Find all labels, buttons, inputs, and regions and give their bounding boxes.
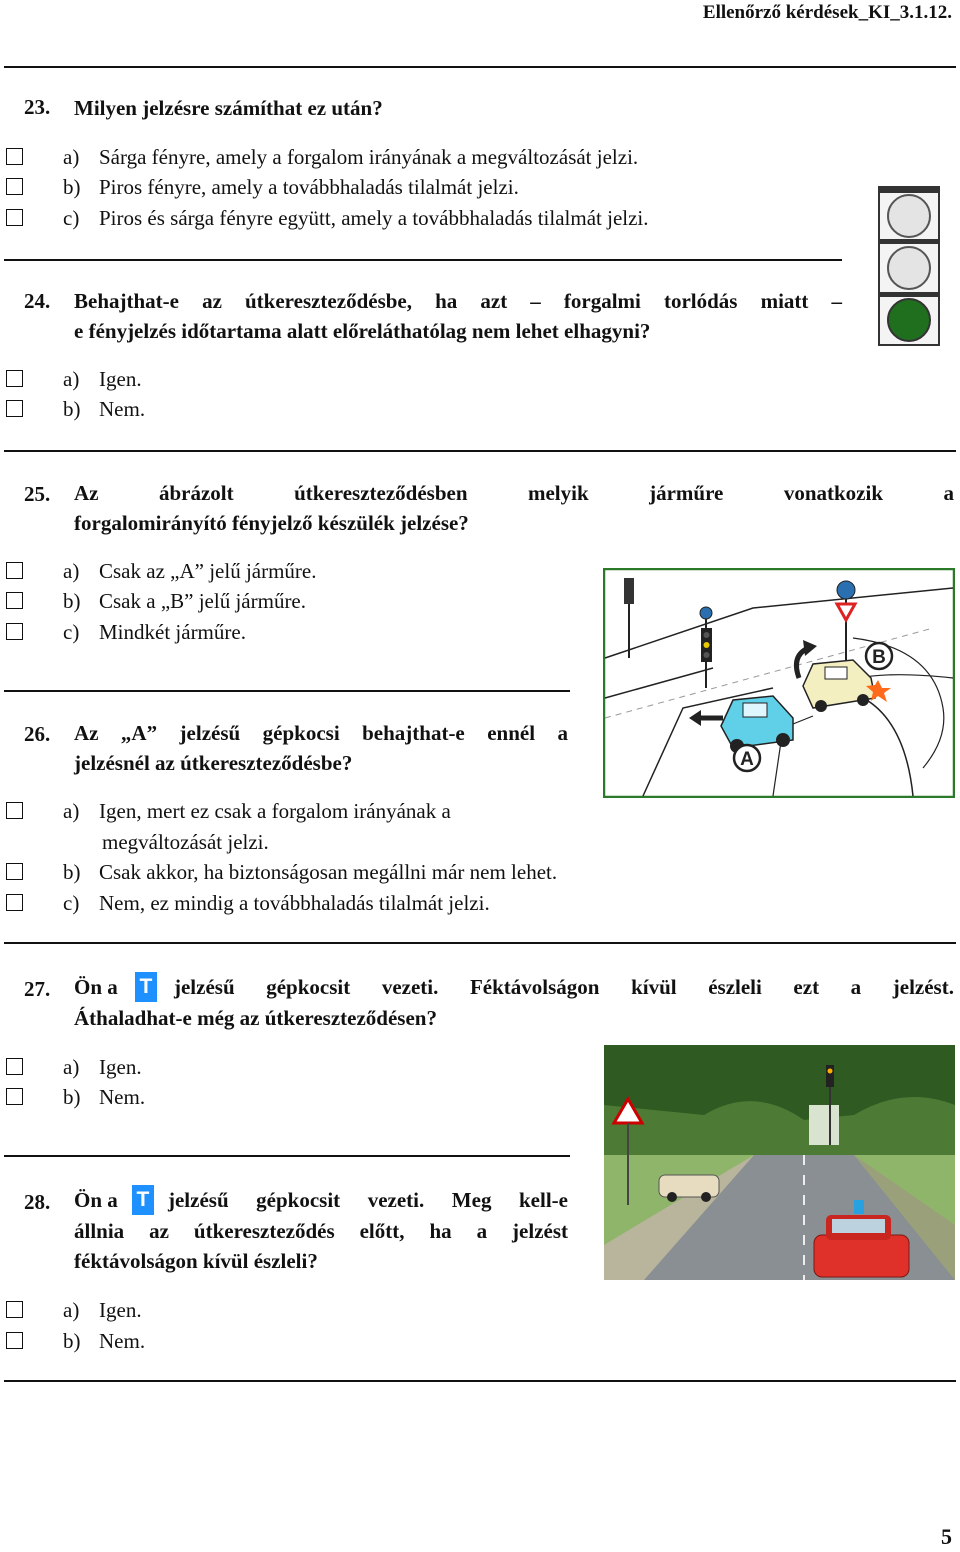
q27-question-line1: Ön a T jelzésű gépkocsit vezeti. Féktávolságon kívül észleli ezt a jelzést. [74, 972, 954, 1002]
q23-option-b[interactable]: b) Piros fényre, amely a továbbhaladás tilalmát jelzi. [6, 174, 519, 200]
checkbox[interactable] [6, 562, 23, 579]
q25-question-line2: forgalomirányító fényjelző készülék jelzése? [74, 511, 469, 535]
q28-option-b[interactable]: b) Nem. [6, 1328, 145, 1354]
q27-option-a[interactable]: a) Igen. [6, 1054, 142, 1080]
checkbox[interactable] [6, 1088, 23, 1105]
document-header: Ellenőrző kérdések_KI_3.1.12. [702, 2, 952, 23]
q24-option-a[interactable]: a) Igen. [6, 366, 142, 392]
q28-question-line1: Ön a T jelzésű gépkocsit vezeti. Meg kell-e [74, 1185, 568, 1215]
q27-divider [4, 1155, 570, 1157]
q24-number: 24. [24, 289, 51, 313]
checkbox[interactable] [6, 592, 23, 609]
q26-question-line1: Az „A” jelzésű gépkocsi behajthat-e ennél a [74, 721, 568, 745]
q25-question-line1: Az ábrázolt útkereszteződésben melyik járműre vonatkozik a [74, 481, 954, 505]
q24-divider [4, 450, 956, 452]
q27-option-b[interactable]: b) Nem. [6, 1084, 145, 1110]
q26-question-line2: jelzésnél az útkereszteződésbe? [74, 751, 353, 775]
checkbox[interactable] [6, 894, 23, 911]
q24-option-b[interactable]: b) Nem. [6, 396, 145, 422]
q28-number: 28. [24, 1190, 51, 1214]
traffic-light-green-image [878, 186, 940, 346]
q25-divider [4, 690, 570, 692]
q23-option-c[interactable]: c) Piros és sárga fényre együtt, amely a továbbhaladás tilalmát jelzi. [6, 205, 649, 231]
q28-divider [4, 1380, 956, 1382]
checkbox[interactable] [6, 178, 23, 195]
q28-question-line2: állnia az útkereszteződés előtt, ha a jelzést [74, 1219, 568, 1243]
q25-option-b[interactable]: b) Csak a „B” jelű járműre. [6, 588, 306, 614]
q26-option-a[interactable]: a) Igen, mert ez csak a forgalom irányának a [6, 798, 451, 824]
q26-option-a-continuation: megváltozását jelzi. [102, 830, 269, 854]
label-a: A [740, 749, 754, 770]
q25-option-c[interactable]: c) Mindkét járműre. [6, 619, 246, 645]
q24-question-line1: Behajthat-e az útkereszteződésbe, ha azt – forgalmi torlódás miatt – [74, 289, 842, 313]
t-badge: T [132, 1185, 154, 1215]
q27-question-line2: Áthaladhat-e még az útkereszteződésen? [74, 1006, 437, 1030]
q27-number: 27. [24, 977, 51, 1001]
checkbox[interactable] [6, 1301, 23, 1318]
label-b: B [872, 647, 886, 668]
page-number: 5 [941, 1524, 952, 1549]
intersection-illustration [603, 568, 955, 798]
q28-question-line3: féktávolságon kívül észleli? [74, 1249, 318, 1273]
q25-number: 25. [24, 482, 51, 506]
checkbox[interactable] [6, 370, 23, 387]
checkbox[interactable] [6, 400, 23, 417]
checkbox[interactable] [6, 148, 23, 165]
q26-option-c[interactable]: c) Nem, ez mindig a továbbhaladás tilalmát jelzi. [6, 890, 490, 916]
checkbox[interactable] [6, 863, 23, 880]
checkbox[interactable] [6, 1058, 23, 1075]
checkbox[interactable] [6, 1332, 23, 1349]
header-divider [4, 66, 956, 68]
checkbox[interactable] [6, 802, 23, 819]
q23-option-a[interactable]: a) Sárga fényre, amely a forgalom irányának a megváltozását jelzi. [6, 144, 638, 170]
q23-divider [4, 259, 842, 261]
t-badge: T [135, 972, 157, 1002]
q28-option-a[interactable]: a) Igen. [6, 1297, 142, 1323]
checkbox[interactable] [6, 623, 23, 640]
street-photo [604, 1045, 955, 1280]
q25-option-a[interactable]: a) Csak az „A” jelű járműre. [6, 558, 317, 584]
checkbox[interactable] [6, 209, 23, 226]
q24-question-line2: e fényjelzés időtartama alatt előreláthatólag nem lehet elhagyni? [74, 319, 651, 343]
q26-option-b[interactable]: b) Csak akkor, ha biztonságosan megállni már nem lehet. [6, 859, 557, 885]
q23-question: Milyen jelzésre számíthat ez után? [74, 96, 383, 120]
q26-number: 26. [24, 722, 51, 746]
q23-number: 23. [24, 95, 51, 119]
q26-divider [4, 942, 956, 944]
